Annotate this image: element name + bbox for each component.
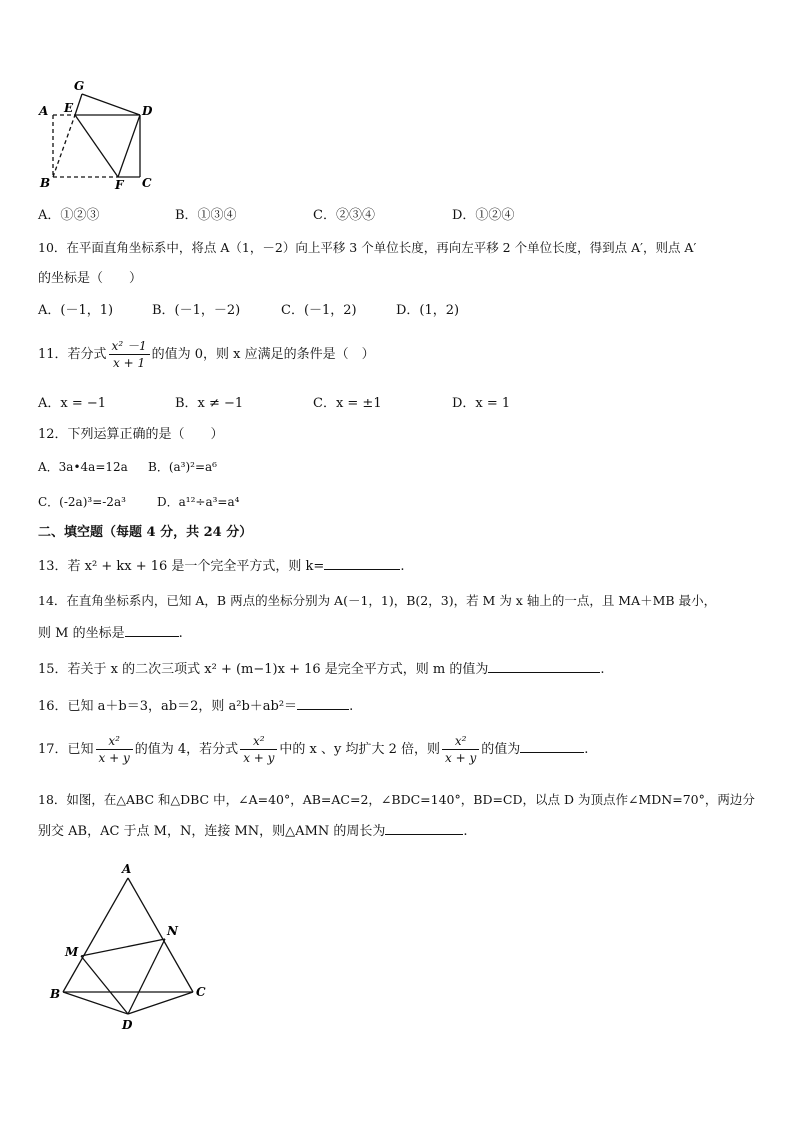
q17-mid2: 中的 x 、y 均扩大 2 倍，则	[279, 742, 441, 757]
q10-option-c: C．(－1，2)	[281, 303, 357, 318]
q11-frac-num: x² －1	[109, 338, 150, 355]
q18-answer-blank[interactable]	[385, 822, 463, 835]
fig2-label-n: N	[167, 924, 178, 938]
q11-option-d: D．x = 1	[452, 396, 511, 411]
q17-frac2-den: x + y	[243, 751, 275, 765]
q17-frac1-num: x²	[96, 733, 133, 750]
q9-option-b: B．①③④	[175, 208, 237, 223]
q11-fraction	[109, 338, 150, 371]
q15-stem	[38, 660, 605, 679]
q17-frac3-den: x + y	[445, 751, 477, 765]
q15-period: .	[600, 662, 605, 677]
q9-option-d: D．①②④	[452, 208, 515, 223]
q12-option-c: C．(-2a)³=-2a³	[38, 495, 126, 509]
fig2-label-m: M	[65, 945, 79, 959]
q11-frac-den: x + 1	[113, 356, 146, 370]
q15-answer-blank[interactable]	[488, 660, 600, 673]
q17-fraction-1	[96, 733, 133, 766]
fig2-label-c: C	[196, 985, 206, 999]
figure-square-fold	[36, 78, 156, 190]
fig1-label-a: A	[39, 104, 49, 118]
q15-text: 15．若关于 x 的二次三项式 x² + (m−1)x + 16 是完全平方式，则 m 的值为	[38, 662, 489, 677]
q13-text: 13．若 x² + kx + 16 是一个完全平方式，则 k=	[38, 559, 325, 574]
q11-prefix: 11．若分式	[38, 347, 107, 362]
q10-stem-line2: 的坐标是（ ）	[38, 271, 143, 286]
q9-option-c: C．②③④	[313, 208, 375, 223]
q11-option-a: A．x = −1	[38, 396, 107, 411]
q17-prefix: 17．已知	[38, 742, 94, 757]
q13-stem	[38, 557, 404, 576]
q16-answer-blank[interactable]	[297, 697, 349, 710]
q17-frac1-den: x + y	[98, 751, 130, 765]
q17-period: .	[584, 742, 589, 757]
fig2-label-b: B	[50, 987, 61, 1001]
q14-stem-line1: 14．在直角坐标系内，已知 A，B 两点的坐标分别为 A(－1，1)，B(2，3)，若 M 为 x 轴上的一点，且 MA＋MB 最小，	[38, 593, 717, 608]
q9-option-a: A．①②③	[38, 208, 100, 223]
q11-suffix: 的值为 0，则 x 应满足的条件是（ ）	[151, 347, 375, 362]
q11-option-b: B．x ≠ −1	[175, 396, 244, 411]
q16-text: 16．已知 a＋b＝3，ab＝2，则 a²b＋ab²＝	[38, 699, 298, 714]
q17-stem	[38, 733, 588, 766]
q17-frac2-num: x²	[240, 733, 277, 750]
q16-stem	[38, 697, 353, 716]
q18-stem-line2	[38, 822, 468, 841]
fig1-label-g: G	[74, 79, 85, 93]
q17-mid1: 的值为 4，若分式	[134, 742, 239, 757]
q18-period: .	[463, 824, 468, 839]
fig1-label-d: D	[142, 104, 153, 118]
q13-answer-blank[interactable]	[324, 557, 400, 570]
fig1-label-c: C	[142, 176, 152, 190]
q14-stem-line2	[38, 624, 183, 643]
fig1-label-e: E	[64, 101, 74, 115]
fig1-label-b: B	[40, 176, 51, 190]
q12-option-b: B．(a³)²=a⁶	[148, 460, 217, 474]
q17-frac3-num: x²	[442, 733, 479, 750]
q12-option-d: D．a¹²÷a³=a⁴	[157, 495, 240, 509]
q12-option-a: A．3a•4a=12a	[38, 460, 128, 474]
q14-period: .	[178, 626, 183, 641]
q10-option-a: A．(－1，1)	[38, 303, 114, 318]
q17-fraction-2	[240, 733, 277, 766]
q14-answer-blank[interactable]	[125, 624, 179, 637]
q18-text: 别交 AB，AC 于点 M，N，连接 MN，则△AMN 的周长为	[38, 824, 386, 839]
q16-period: .	[349, 699, 354, 714]
fig2-label-a: A	[122, 862, 132, 876]
q10-stem-line1: 10．在平面直角坐标系中，将点 A（1，－2）向上平移 3 个单位长度，再向左平移 2 个单位长度，得到点 A′，则点 A′	[38, 240, 697, 255]
q12-stem: 12．下列运算正确的是（ ）	[38, 427, 224, 442]
q10-option-d: D．(1，2)	[396, 303, 460, 318]
q11-option-c: C．x = ±1	[313, 396, 382, 411]
fig2-label-d: D	[122, 1018, 133, 1032]
q13-period: .	[400, 559, 405, 574]
q18-stem-line1: 18．如图，在△ABC 和△DBC 中，∠A=40°，AB=AC=2，∠BDC=140°，BD=CD，以点 D 为顶点作∠MDN=70°，两边分	[38, 792, 755, 807]
q10-option-b: B．(－1，－2)	[152, 303, 241, 318]
q17-suffix: 的值为	[481, 742, 521, 757]
fig1-label-f: F	[115, 178, 124, 190]
q17-fraction-3	[442, 733, 479, 766]
q14-text: 则 M 的坐标是	[38, 626, 125, 641]
section2-title: 二、填空题（每题 4 分，共 24 分）	[38, 525, 253, 540]
q17-answer-blank[interactable]	[520, 740, 584, 753]
q11-stem	[38, 338, 375, 371]
figure-triangle-abc	[44, 860, 214, 1035]
